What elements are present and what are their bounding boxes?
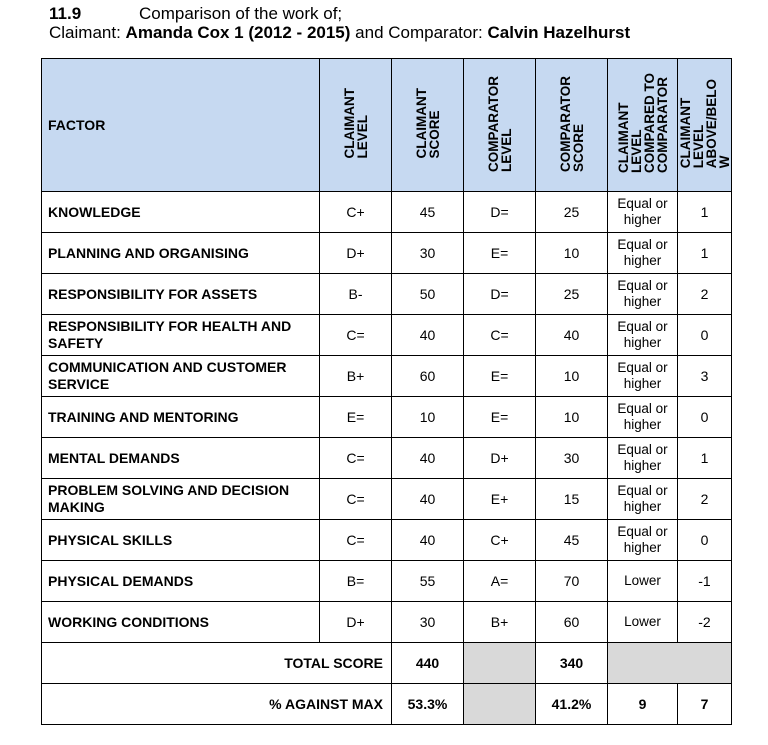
claimant-score: 60 — [392, 356, 464, 397]
pct-label: % AGAINST MAX — [42, 684, 392, 725]
comparator-name: Calvin Hazelhurst — [487, 23, 631, 42]
claimant-level: B+ — [320, 356, 392, 397]
comparator-score: 10 — [536, 397, 608, 438]
factor-name: RESPONSIBILITY FOR ASSETS — [42, 274, 320, 315]
comparison-table — [41, 58, 732, 725]
claimant-pct: 53.3% — [392, 684, 464, 725]
comparator-level: D= — [464, 192, 536, 233]
header-compared: CLAIMANT LEVEL COMPARED TO COMPARATOR — [608, 59, 678, 192]
comparator-level: A= — [464, 561, 536, 602]
table-row — [42, 397, 732, 438]
comparator-score: 30 — [536, 438, 608, 479]
claimant-level: C= — [320, 479, 392, 520]
comparator-level: E+ — [464, 479, 536, 520]
header-comparator-level: COMPARATOR LEVEL — [464, 59, 536, 192]
claimant-level: C+ — [320, 192, 392, 233]
grey-cell — [464, 684, 536, 725]
comparator-prefix: and Comparator: — [355, 23, 483, 42]
comparator-pct: 41.2% — [536, 684, 608, 725]
comparator-level: E= — [464, 397, 536, 438]
pct-row — [42, 684, 732, 725]
claimant-level: B= — [320, 561, 392, 602]
claimant-score: 40 — [392, 315, 464, 356]
factor-name: PLANNING AND ORGANISING — [42, 233, 320, 274]
header-row — [42, 59, 732, 192]
table-row — [42, 233, 732, 274]
comparator-score: 10 — [536, 233, 608, 274]
level-difference: 1 — [678, 438, 732, 479]
factor-name: KNOWLEDGE — [42, 192, 320, 233]
table-row — [42, 274, 732, 315]
compared-result: Equal or higher — [608, 520, 678, 561]
claimant-score: 40 — [392, 520, 464, 561]
grey-cell — [464, 643, 536, 684]
table-row — [42, 602, 732, 643]
comparator-score: 40 — [536, 315, 608, 356]
section-number: 11.9 — [49, 4, 82, 23]
factor-name: MENTAL DEMANDS — [42, 438, 320, 479]
factor-name: TRAINING AND MENTORING — [42, 397, 320, 438]
header-comparator-score: COMPARATOR SCORE — [536, 59, 608, 192]
parties-line — [49, 23, 630, 42]
comparator-score: 15 — [536, 479, 608, 520]
comparator-score: 25 — [536, 274, 608, 315]
claimant-level: C= — [320, 520, 392, 561]
total-label: TOTAL SCORE — [42, 643, 392, 684]
comparator-level: E= — [464, 356, 536, 397]
compared-result: Equal or higher — [608, 479, 678, 520]
comparator-score: 60 — [536, 602, 608, 643]
header-factor: FACTOR — [42, 59, 320, 192]
claimant-score: 45 — [392, 192, 464, 233]
level-difference: 2 — [678, 274, 732, 315]
claimant-score: 30 — [392, 602, 464, 643]
level-difference: -1 — [678, 561, 732, 602]
compared-result: Equal or higher — [608, 233, 678, 274]
factor-name: PROBLEM SOLVING AND DECISION MAKING — [42, 479, 320, 520]
claimant-score: 10 — [392, 397, 464, 438]
comparator-level: D+ — [464, 438, 536, 479]
level-difference: 0 — [678, 397, 732, 438]
claimant-prefix: Claimant: — [49, 23, 121, 42]
compared-result: Equal or higher — [608, 315, 678, 356]
comparator-level: D= — [464, 274, 536, 315]
header-above-below: CLAIMANT LEVEL ABOVE/BELO W — [678, 59, 732, 192]
compared-result: Equal or higher — [608, 356, 678, 397]
comparator-level: C+ — [464, 520, 536, 561]
comparator-total: 340 — [536, 643, 608, 684]
claimant-level: D+ — [320, 602, 392, 643]
comparator-score: 45 — [536, 520, 608, 561]
claimant-score: 40 — [392, 438, 464, 479]
claimant-total: 440 — [392, 643, 464, 684]
comparator-level: C= — [464, 315, 536, 356]
factor-name: PHYSICAL SKILLS — [42, 520, 320, 561]
table-row — [42, 192, 732, 233]
claimant-score: 55 — [392, 561, 464, 602]
comparator-score: 70 — [536, 561, 608, 602]
claimant-level: B- — [320, 274, 392, 315]
compared-result: Equal or higher — [608, 192, 678, 233]
above-below-sum: 7 — [678, 684, 732, 725]
table-row — [42, 520, 732, 561]
level-difference: 1 — [678, 192, 732, 233]
table-row — [42, 438, 732, 479]
level-difference: 1 — [678, 233, 732, 274]
factor-name: WORKING CONDITIONS — [42, 602, 320, 643]
compared-result: Lower — [608, 602, 678, 643]
factor-name: RESPONSIBILITY FOR HEALTH AND SAFETY — [42, 315, 320, 356]
level-difference: 3 — [678, 356, 732, 397]
level-difference: 2 — [678, 479, 732, 520]
comparator-level: B+ — [464, 602, 536, 643]
table-row — [42, 356, 732, 397]
compared-result: Equal or higher — [608, 438, 678, 479]
table-row — [42, 479, 732, 520]
compared-result: Equal or higher — [608, 274, 678, 315]
factor-name: PHYSICAL DEMANDS — [42, 561, 320, 602]
claimant-score: 40 — [392, 479, 464, 520]
table-row — [42, 561, 732, 602]
claimant-score: 50 — [392, 274, 464, 315]
claimant-level: E= — [320, 397, 392, 438]
header-claimant-level: CLAIMANT LEVEL — [320, 59, 392, 192]
claimant-level: C= — [320, 315, 392, 356]
claimant-level: D+ — [320, 233, 392, 274]
factor-name: COMMUNICATION AND CUSTOMER SERVICE — [42, 356, 320, 397]
section-title: Comparison of the work of; — [139, 4, 343, 23]
comparator-level: E= — [464, 233, 536, 274]
equal-or-higher-count: 9 — [608, 684, 678, 725]
compared-result: Lower — [608, 561, 678, 602]
grey-cell — [608, 643, 732, 684]
claimant-name: Amanda Cox 1 (2012 - 2015) — [125, 23, 351, 42]
level-difference: 0 — [678, 520, 732, 561]
header-claimant-score: CLAIMANT SCORE — [392, 59, 464, 192]
section-heading — [41, 4, 630, 42]
comparator-score: 10 — [536, 356, 608, 397]
table-row — [42, 315, 732, 356]
comparator-score: 25 — [536, 192, 608, 233]
compared-result: Equal or higher — [608, 397, 678, 438]
claimant-score: 30 — [392, 233, 464, 274]
total-row — [42, 643, 732, 684]
level-difference: -2 — [678, 602, 732, 643]
claimant-level: C= — [320, 438, 392, 479]
level-difference: 0 — [678, 315, 732, 356]
